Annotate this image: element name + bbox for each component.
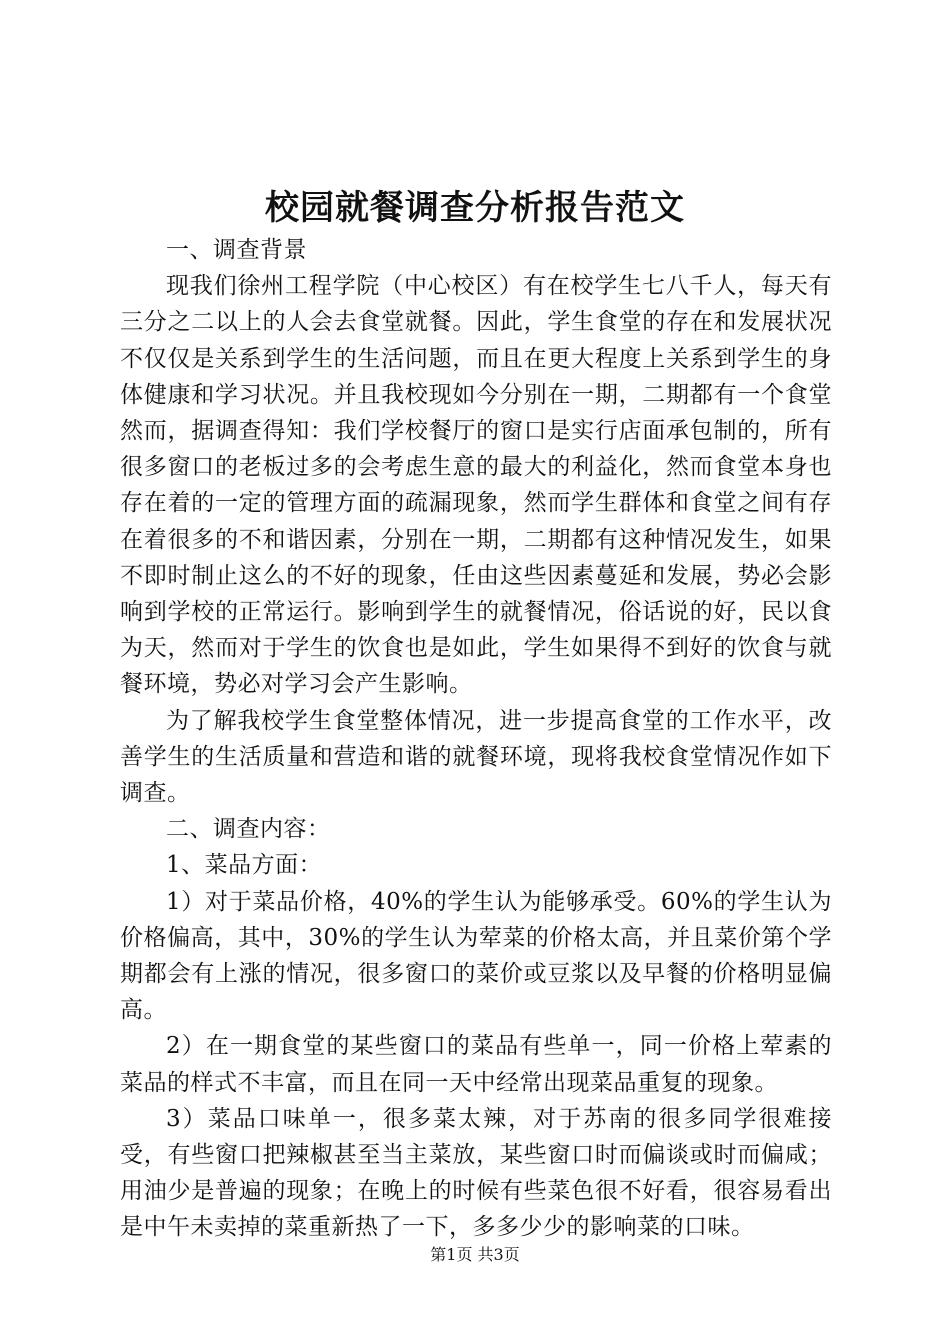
document-body <box>120 232 832 1246</box>
paragraph-purpose: 为了解我校学生食堂整体情况，进一步提高食堂的工作水平，改善学生的生活质量和营造和谐的就餐环境，现将我校食堂情况作如下调查。 <box>120 707 832 807</box>
page-footer: 第1页 共3页 <box>430 1245 520 1264</box>
paragraph-item-3: 3）菜品口味单一，很多菜太辣，对于苏南的很多同学很难接受，有些窗口把辣椒甚至当主菜放，某些窗口时而偏谈或时而偏咸；用油少是普遍的现象；在晚上的时候有些菜色很不好看，很容易看出是中午未卖掉的菜重新热了一下，多多少少的影响菜的口味。 <box>120 1105 832 1241</box>
paragraph-background: 现我们徐州工程学院（中心校区）有在校学生七八千人，每天有三分之二以上的人会去食堂就餐。因此，学生食堂的存在和发展状况不仅仅是关系到学生的生活问题，而且在更大程度上关系到学生的身体健康和学习状况。并且我校现如今分别在一期，二期都有一个食堂然而，据调查得知：我们学校餐厅的窗口是实行店面承包制的，所有很多窗口的老板过多的会考虑生意的最大的利益化，然而食堂本身也存在着的一定的管理方面的疏漏现象，然而学生群体和食堂之间有存在着很多的不和谐因素，分别在一期，二期都有这种情况发生，如果不即时制止这么的不好的现象，任由这些因素蔓延和发展，势必会影响到学校的正常运行。影响到学生的就餐情况，俗话说的好，民以食为天，然而对于学生的饮食也是如此，学生如果得不到好的饮食与就餐环境，势必对学习会产生影响。 <box>120 273 832 698</box>
section-heading-content: 二、调查内容： <box>166 816 331 843</box>
subsection-heading-dishes: 1、菜品方面： <box>166 852 323 879</box>
section-heading-background: 一、调查背景 <box>166 237 307 263</box>
document-title: 校园就餐调查分析报告范文 <box>265 188 685 228</box>
paragraph-item-2: 2）在一期食堂的某些窗口的菜品有些单一，同一价格上荤素的菜品的样式不丰富，而且在同一天中经常出现菜品重复的现象。 <box>120 1033 832 1096</box>
paragraph-item-1: 1）对于菜品价格，40%的学生认为能够承受。60%的学生认为价格偏高，其中，30%的学生认为荤菜的价格太高，并且菜价第个学期都会有上涨的情况，很多窗口的菜价或豆浆以及早餐的价格明显偏高。 <box>120 888 832 1024</box>
